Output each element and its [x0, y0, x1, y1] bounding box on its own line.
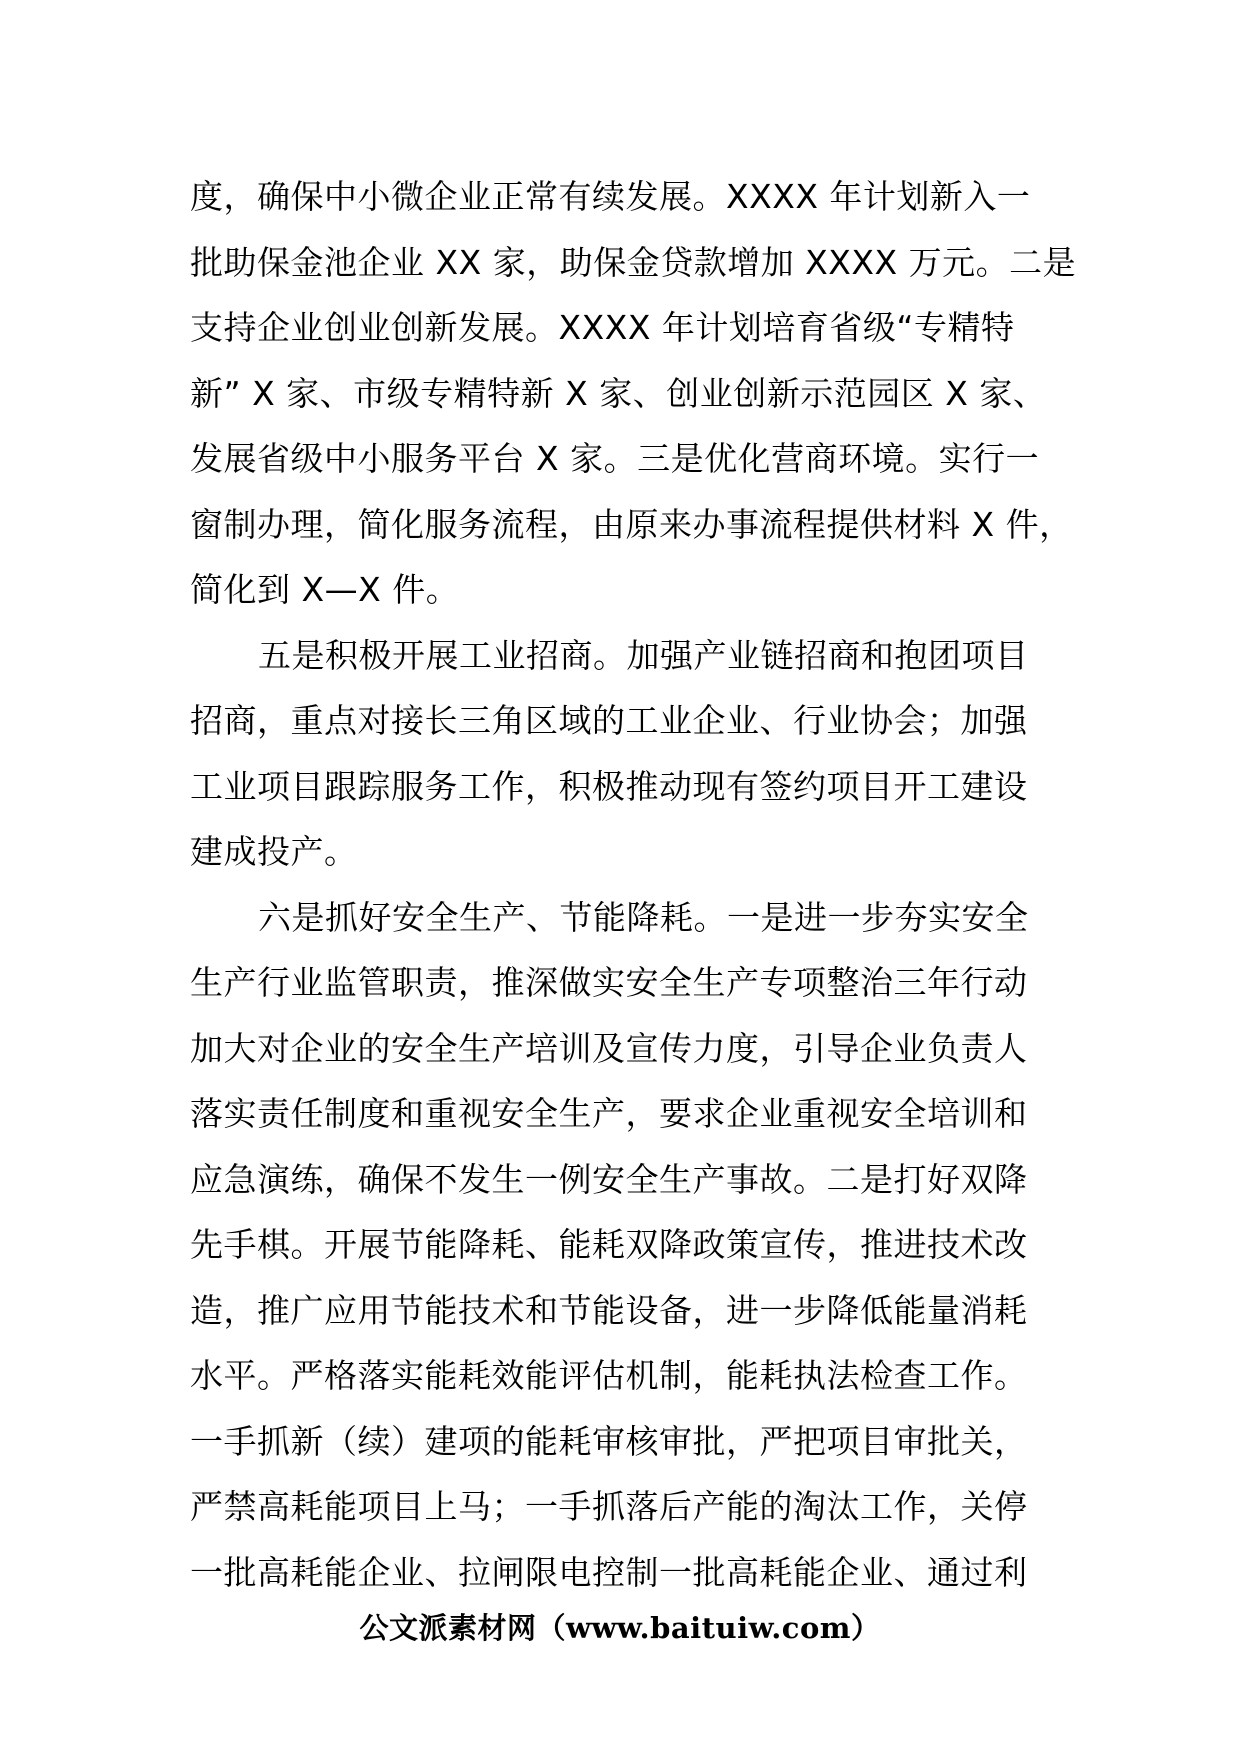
- paragraph-start-line: 五是积极开展工业招商。加强产业链招商和抱团项目: [258, 635, 1029, 675]
- text-line: 招商，重点对接长三角区域的工业企业、行业协会；加强: [190, 701, 1028, 740]
- text-line: 工业项目跟踪服务工作，积极推动现有签约项目开工建设: [190, 766, 1028, 806]
- text-line: 造，推广应用节能技术和节能设备，进一步降低能量消耗: [190, 1290, 1028, 1330]
- text-line: 支持企业创业创新发展。XXXX 年计划培育省级“专精特: [190, 308, 1015, 347]
- document-body: [190, 164, 1077, 1605]
- text-line: 水平。严格落实能耗效能评估机制，能耗执法检查工作。: [190, 1356, 1028, 1395]
- paragraph-start-line: 六是抓好安全生产、节能降耗。一是进一步夯实安全: [258, 897, 1029, 937]
- text-line: 发展省级中小服务平台 X 家。三是优化营商环境。实行一: [190, 439, 1040, 478]
- text-line: 新” X 家、市级专精特新 X 家、创业创新示范园区 X 家、: [190, 373, 1047, 413]
- text-line: 先手棋。开展节能降耗、能耗双降政策宣传，推进技术改: [190, 1225, 1028, 1264]
- text-line: 一批高耗能企业、拉闸限电控制一批高耗能企业、通过利: [190, 1552, 1028, 1592]
- text-line: 一手抓新（续）建项的能耗审核审批，严把项目审批关，: [190, 1421, 1028, 1461]
- text-line: 批助保金池企业 XX 家，助保金贷款增加 XXXX 万元。二是: [190, 242, 1077, 282]
- text-line: 简化到 X—X 件。: [190, 570, 460, 609]
- text-line: 建成投产。: [190, 832, 358, 871]
- text-line: 加大对企业的安全生产培训及宣传力度，引导企业负责人: [190, 1028, 1028, 1068]
- text-line: 落实责任制度和重视安全生产，要求企业重视安全培训和: [190, 1094, 1028, 1133]
- page-footer-watermark: 公文派素材网（www.baituiw.com）: [359, 1611, 881, 1645]
- text-line: 度，确保中小微企业正常有续发展。XXXX 年计划新入一: [190, 177, 1031, 216]
- text-line: 窗制办理，简化服务流程，由原来办事流程提供材料 X 件，: [190, 504, 1073, 544]
- text-line: 严禁高耗能项目上马；一手抓落后产能的淘汰工作，关停: [190, 1487, 1028, 1526]
- text-line: 应急演练，确保不发生一例安全生产事故。二是打好双降: [190, 1159, 1028, 1199]
- text-line: 生产行业监管职责，推深做实安全生产专项整治三年行动: [190, 963, 1028, 1002]
